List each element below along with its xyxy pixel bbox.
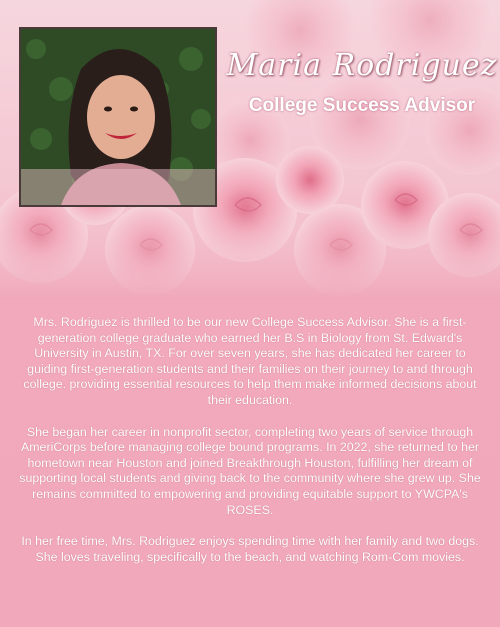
advisor-title: College Success Advisor [248,95,476,116]
bio-text [14,315,486,581]
bio-paragraph: Mrs. Rodriguez is thrilled to be our new College Success Advisor. She is a first-generation college graduate who earned her B.S in Biology from St. Edward's University in Austin, TX. For over seven years, she has dedicated her career to guiding first-generation students and their families on their journey to and through college. providing essential resources to help them make informed decisions about their education. [23,315,477,407]
profile-photo [19,27,217,207]
advisor-name: Maria Rodriguez [226,48,498,83]
bio-paragraph: She began her career in nonprofit sector, completing two years of service through AmeriCorps before managing college bound programs. In 2022, she returned to her hometown near Houston and joined Breakthrough Houston, fulfilling her dream of supporting local students and giving back to the community where she grew up. She remains committed to empowering and providing equitable support to YWCPA's ROSES. [19,424,481,517]
bio-paragraph: In her free time, Mrs. Rodriguez enjoys spending time with her family and two dogs. She loves traveling, specifically to the beach, and watching Rom-Com movies. [21,534,479,564]
